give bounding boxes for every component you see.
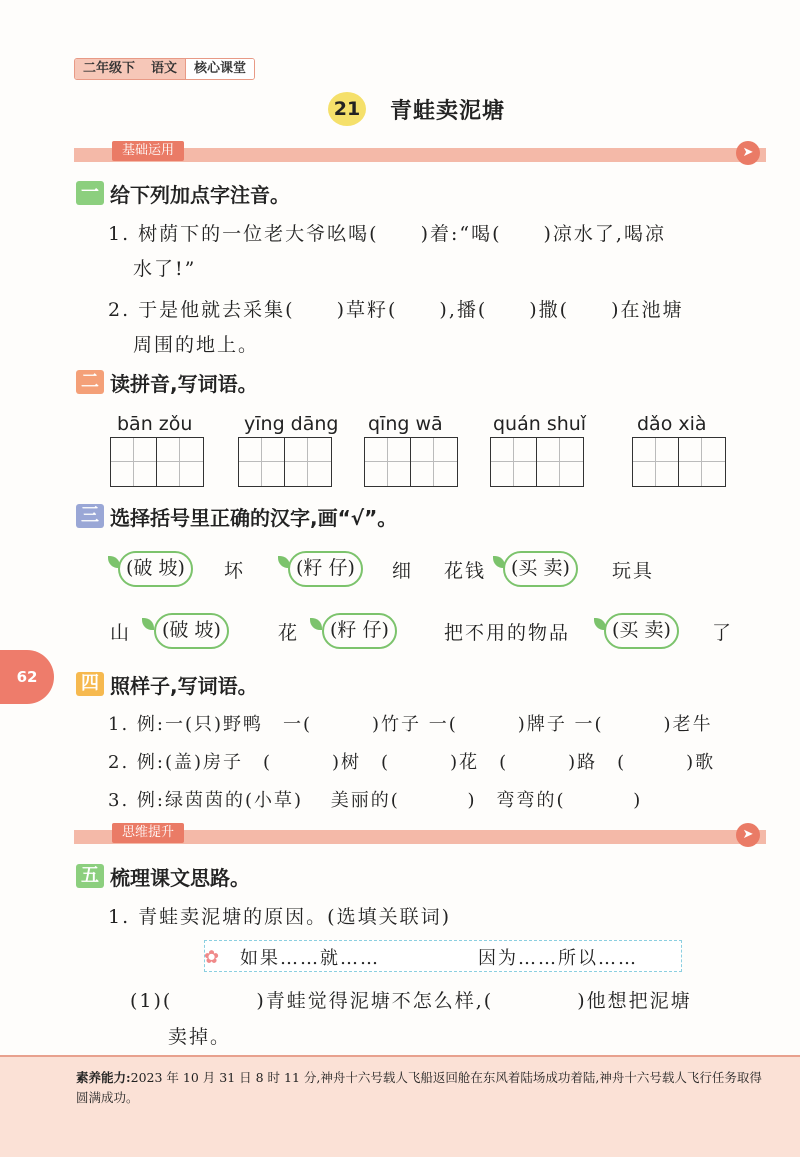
question-title-4: 照样子,写词语。	[110, 674, 258, 698]
q3-text-5: 山	[110, 622, 132, 644]
book-label: 核心课堂	[185, 59, 254, 79]
q3-text-4: 玩具	[612, 560, 655, 582]
choice-mai-2[interactable]: (买 卖)	[604, 613, 679, 649]
q1-line-2: 2. 于是他就去采集( )草籽( ),播( )撒( )在池塘	[108, 299, 684, 321]
choice-po-po-2[interactable]: (破 坡)	[154, 613, 229, 649]
leaf-icon	[142, 618, 154, 630]
question-number-1: 一	[76, 181, 104, 205]
writing-grid-3[interactable]	[364, 437, 458, 487]
footer-divider	[0, 1055, 800, 1057]
pinyin-5: dǎo xià	[637, 413, 707, 435]
section-tag-basic: 基础运用	[112, 141, 184, 161]
q1-line-1: 1. 树荫下的一位老大爷吆喝( )着:“喝( )凉水了,喝凉	[108, 223, 666, 245]
q3-text-2: 细	[392, 560, 414, 582]
q5-line-1: 1. 青蛙卖泥塘的原因。(选填关联词)	[108, 906, 451, 928]
q3-text-8: 了	[712, 622, 734, 644]
grade-label: 二年级下	[75, 59, 143, 79]
footer-text: 2023 年 10 月 31 日 8 时 11 分,神舟十六号载人飞船返回舱在东风着陆场成功着陆,神舟十六号载人飞行任务取得圆满成功。	[76, 1070, 762, 1105]
choice-mai-1[interactable]: (买 卖)	[503, 551, 578, 587]
q3-text-1: 坏	[224, 560, 246, 582]
choice-zi-zai-2[interactable]: (籽 仔)	[322, 613, 397, 649]
writing-grid-2[interactable]	[238, 437, 332, 487]
paper-plane-icon: ➤	[736, 823, 760, 847]
flower-icon: ✿	[204, 947, 220, 968]
word-option-1: 如果……就……	[240, 948, 380, 969]
pinyin-4: quán shuǐ	[493, 413, 587, 435]
pinyin-2: yīng dāng	[244, 413, 339, 435]
q4-line-1: 1. 例:一(只)野鸭 一( )竹子 一( )牌子 一( )老牛	[108, 714, 713, 735]
book-header-tag	[74, 58, 255, 80]
subject-label: 语文	[143, 59, 185, 79]
question-title-1: 给下列加点字注音。	[110, 183, 290, 207]
q5-line-2: (1)( )青蛙觉得泥塘不怎么样,( )他想把泥塘	[130, 990, 692, 1012]
writing-grid-5[interactable]	[632, 437, 726, 487]
footer-label: 素养能力:	[76, 1070, 131, 1085]
q5-line-3: 卖掉。	[168, 1026, 232, 1048]
q3-text-3: 花钱	[444, 560, 487, 582]
leaf-icon	[310, 618, 322, 630]
page-number: 62	[0, 650, 54, 704]
question-number-3: 三	[76, 504, 104, 528]
question-number-5: 五	[76, 864, 104, 888]
q4-line-2: 2. 例:(盖)房子 ( )树 ( )花 ( )路 ( )歌	[108, 752, 716, 773]
q1-line-1b: 水了!”	[133, 258, 197, 280]
question-number-4: 四	[76, 672, 104, 696]
word-option-2: 因为……所以……	[478, 948, 638, 969]
q3-text-7: 把不用的物品	[444, 622, 571, 644]
section-tag-thinking: 思维提升	[112, 823, 184, 843]
choice-po-po-1[interactable]: (破 坡)	[118, 551, 193, 587]
footer-note	[76, 1068, 766, 1108]
question-title-3: 选择括号里正确的汉字,画“√”。	[110, 506, 398, 530]
q3-text-6: 花	[278, 622, 300, 644]
q4-line-3: 3. 例:绿茵茵的(小草) 美丽的( ) 弯弯的( )	[108, 790, 643, 811]
question-number-2: 二	[76, 370, 104, 394]
question-title-2: 读拼音,写词语。	[110, 372, 258, 396]
writing-grid-4[interactable]	[490, 437, 584, 487]
choice-zi-zai-1[interactable]: (籽 仔)	[288, 551, 363, 587]
paper-plane-icon: ➤	[736, 141, 760, 165]
q1-line-2b: 周围的地上。	[133, 334, 260, 356]
question-title-5: 梳理课文思路。	[110, 866, 250, 890]
lesson-title: 青蛙卖泥塘	[390, 99, 506, 124]
pinyin-3: qīng wā	[368, 413, 443, 435]
lesson-number: 21	[328, 92, 366, 126]
writing-grid-1[interactable]	[110, 437, 204, 487]
pinyin-1: bān zǒu	[117, 413, 193, 435]
